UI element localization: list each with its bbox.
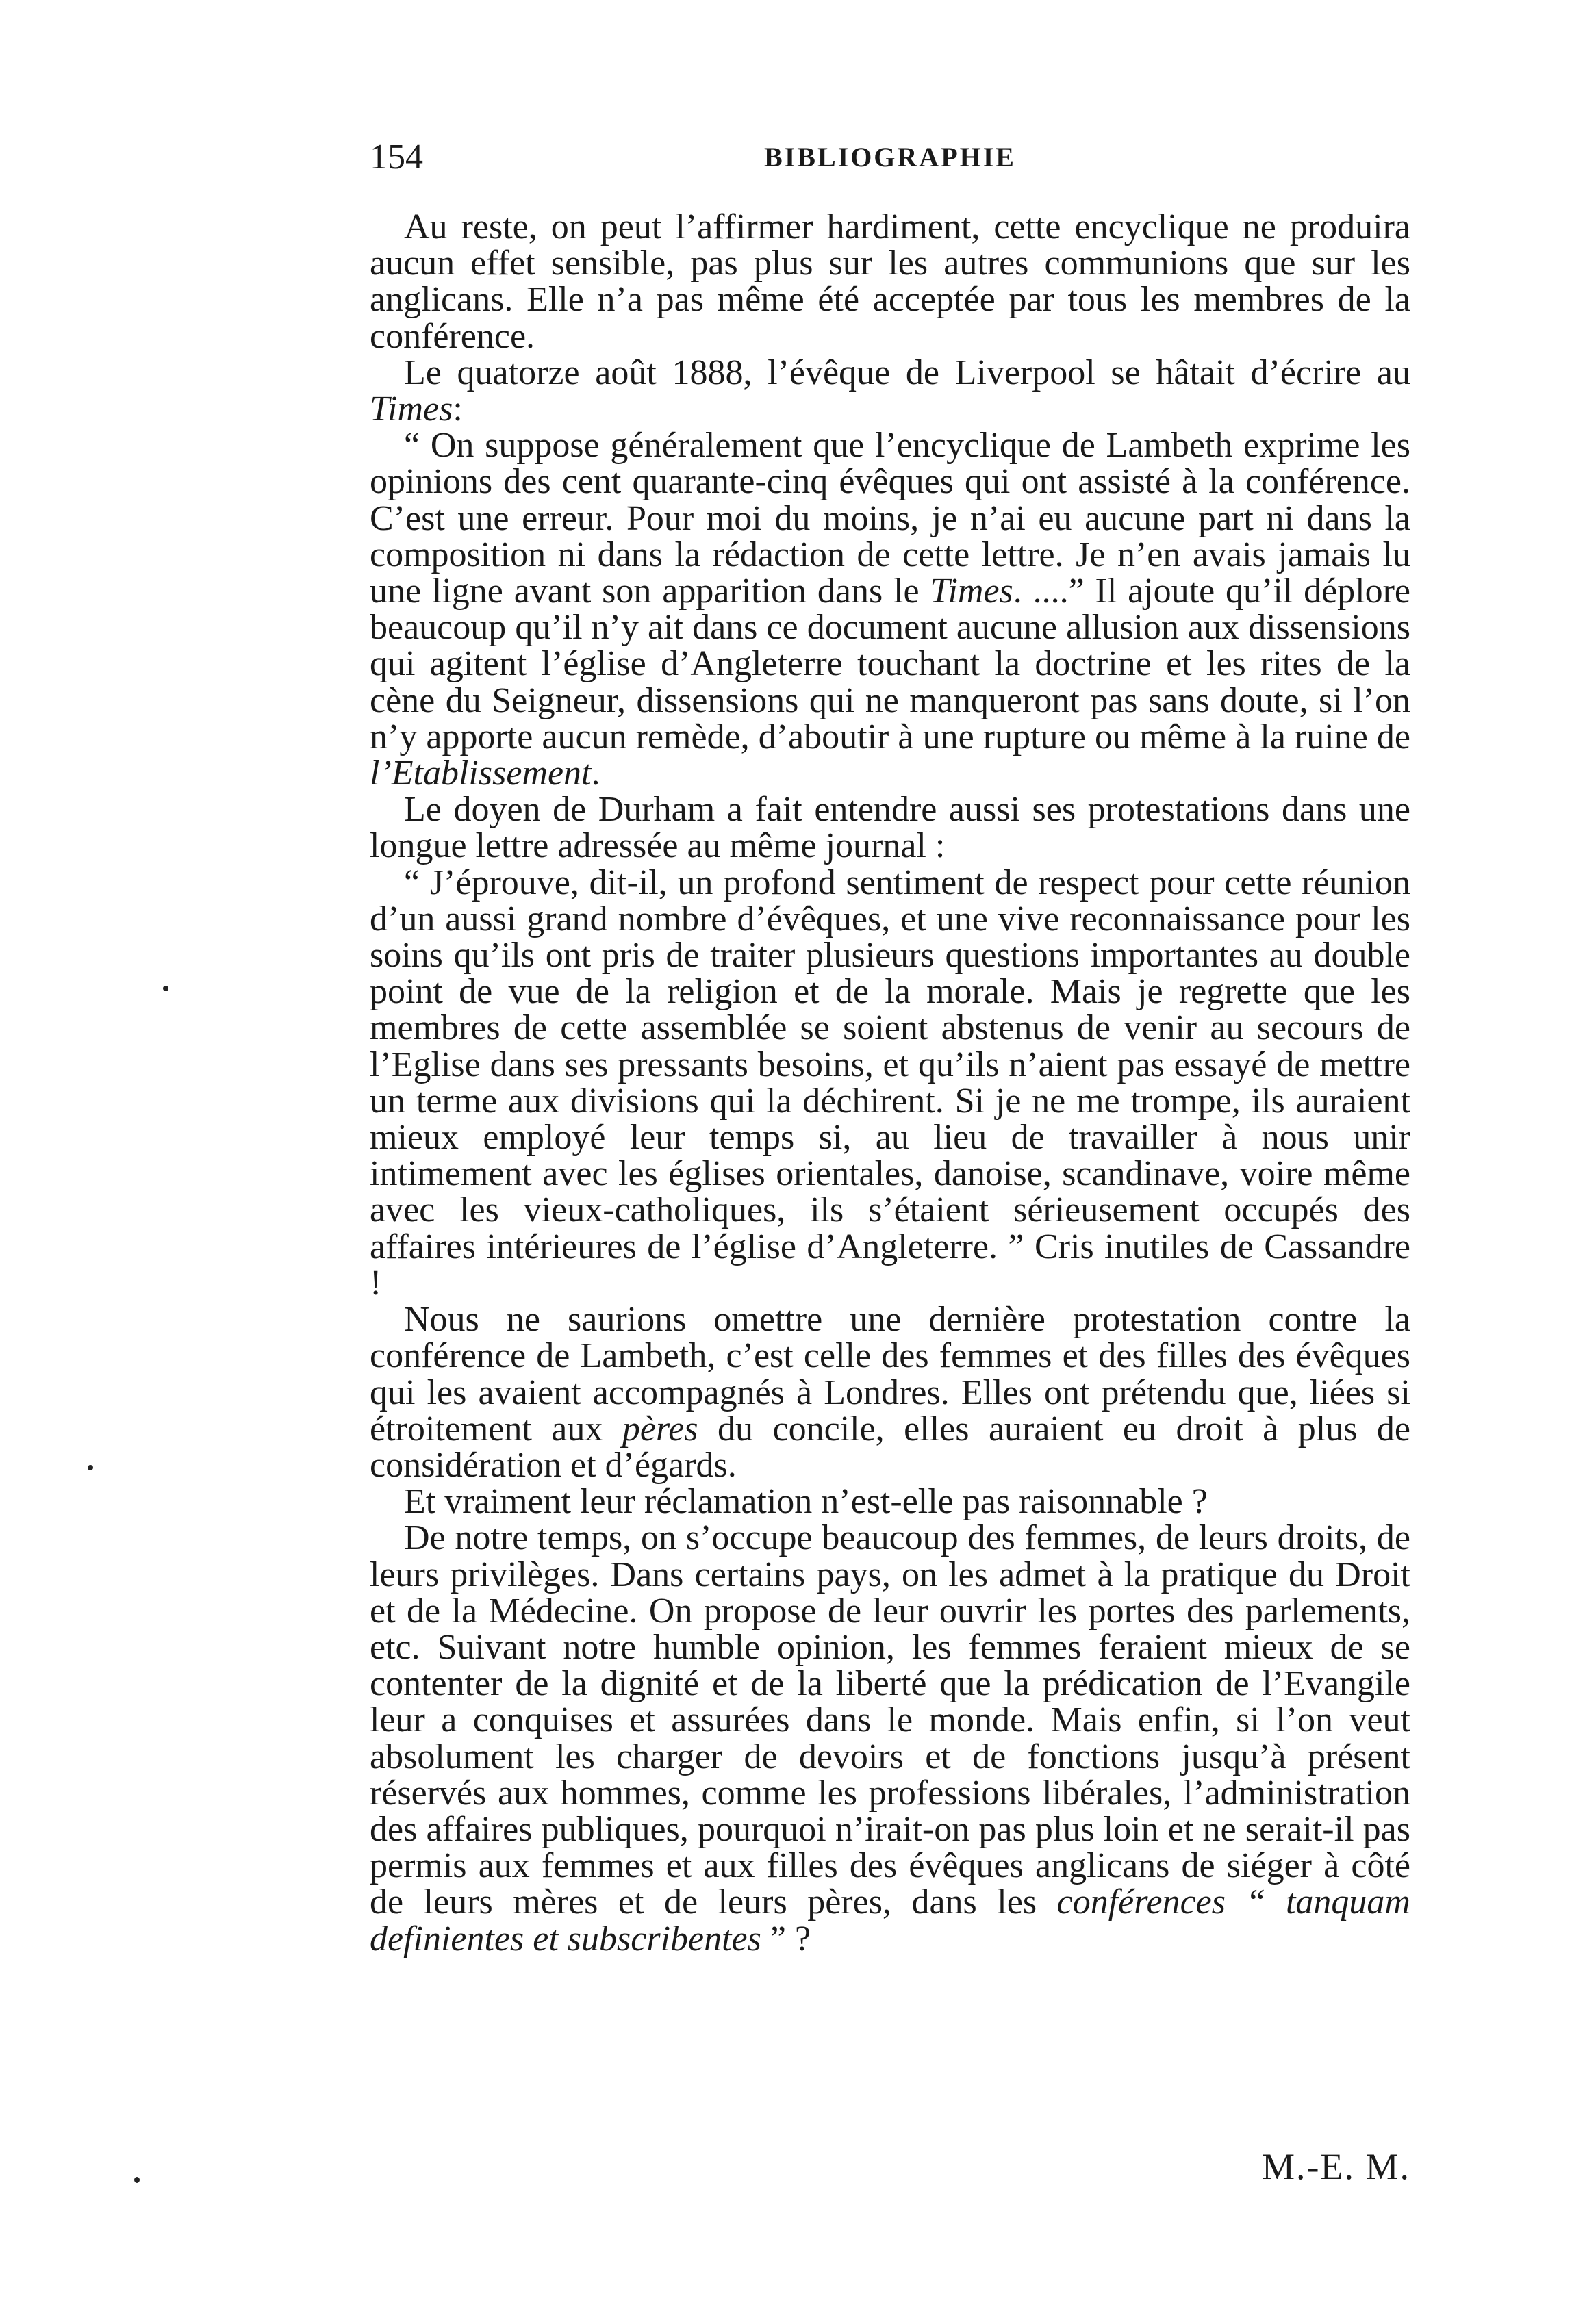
paragraph: “ J’éprouve, dit-il, un profond sentiment de respect pour cette réunion d’un aussi grand nombre d’évêques, et une vive reconnaissance pour les soins qu’ils ont pris de traiter plusieurs questions importantes au double point de vue de la religion et de la morale. Mais je regrette que les membres de cette assemblée se soient abstenus de venir au secours de l’Eglise dans ses pressants besoins, et qu’ils n’aient pas essayé de mettre un terme aux divisions qui la déchirent. Si je ne me trompe, ils auraient mieux employé leur temps si, au lieu de travailler à nous unir intimement avec les églises orientales, danoise, scandinave, voire même avec les vieux-catholiques, ils s’étaient sérieusement occupés des affaires intérieures de l’église d’Angleterre. ” Cris inutiles de Cassandre !	[370, 863, 1410, 1303]
italic-title: Times	[930, 572, 1013, 611]
scan-speck	[134, 2177, 140, 2183]
body-text	[370, 209, 1410, 1957]
paragraph: Et vraiment leur réclamation n’est-elle pas raisonnable ?	[404, 1482, 1208, 1522]
scan-speck	[88, 1465, 93, 1470]
paragraph: Le doyen de Durham a fait entendre aussi ses protestations dans une longue lettre adressée au même journal :	[370, 790, 1410, 866]
italic-term: l’Etablissement	[370, 754, 592, 793]
paragraph: Nous ne saurions omettre une dernière protestation contre la conférence de Lambeth, c’est celle des femmes et des filles des évêques qui les avaient accompagnés à Londres. Elles ont prétendu que, liées si étroitement aux pères du concile, elles auraient eu droit à plus de considération et d’égards.	[370, 1300, 1410, 1485]
italic-title: Times	[370, 390, 453, 429]
page-number: 154	[370, 138, 423, 177]
author-signature: M.-E. M.	[1262, 2146, 1410, 2187]
italic-quote: conférences “ tanquam definientes et subscribentes	[370, 1882, 1410, 1958]
paragraph: Au reste, on peut l’affirmer hardiment, cette encyclique ne produira aucun effet sensible, pas plus sur les autres communions que sur les anglicans. Elle n’a pas même été acceptée par tous les membres de la conférence.	[370, 207, 1410, 356]
italic-term: pères	[622, 1409, 698, 1448]
paragraph: “ On suppose généralement que l’encyclique de Lambeth exprime les opinions des cent quarante-cinq évêques qui ont assisté à la conférence. C’est une erreur. Pour moi du moins, je n’ai eu aucune part ni dans la composition ni dans la rédaction de cette lettre. Je n’en avais jamais lu une ligne avant son apparition dans le Times. ....” Il ajoute qu’il déplore beaucoup qu’il n’y ait dans ce document aucune allusion aux dissensions qui agitent l’église d’Angleterre touchant la doctrine et les rites de la cène du Seigneur, dissensions qui ne manqueront pas sans doute, si l’on n’y apporte aucun remède, d’aboutir à une rupture ou même à la ruine de l’Etablissement.	[370, 426, 1410, 793]
paragraph: Le quatorze août 1888, l’évêque de Liverpool se hâtait d’écrire au Times:	[370, 353, 1410, 429]
page-header	[370, 133, 1410, 181]
scan-speck	[163, 986, 168, 991]
paragraph: De notre temps, on s’occupe beaucoup des femmes, de leurs droits, de leurs privilèges. Dans certains pays, on les admet à la pratique du Droit et de la Médecine. On propose de leur ouvrir les portes des parlements, etc. Suivant notre humble opinion, les femmes feraient mieux de se contenter de la dignité et de la liberté que la prédication de l’Evangile leur a conquises et assurées dans le monde. Mais enfin, si l’on veut absolument les charger de devoirs et de fonctions jusqu’à présent réservés aux hommes, comme les professions libérales, l’administration des affaires publiques, pourquoi n’irait-on pas plus loin et ne serait-il pas permis aux femmes et aux filles des évêques anglicans de siéger à côté de leurs mères et de leurs pères, dans les conférences “ tanquam definientes et subscribentes ” ?	[370, 1518, 1410, 1958]
running-title: BIBLIOGRAPHIE	[764, 142, 1016, 173]
